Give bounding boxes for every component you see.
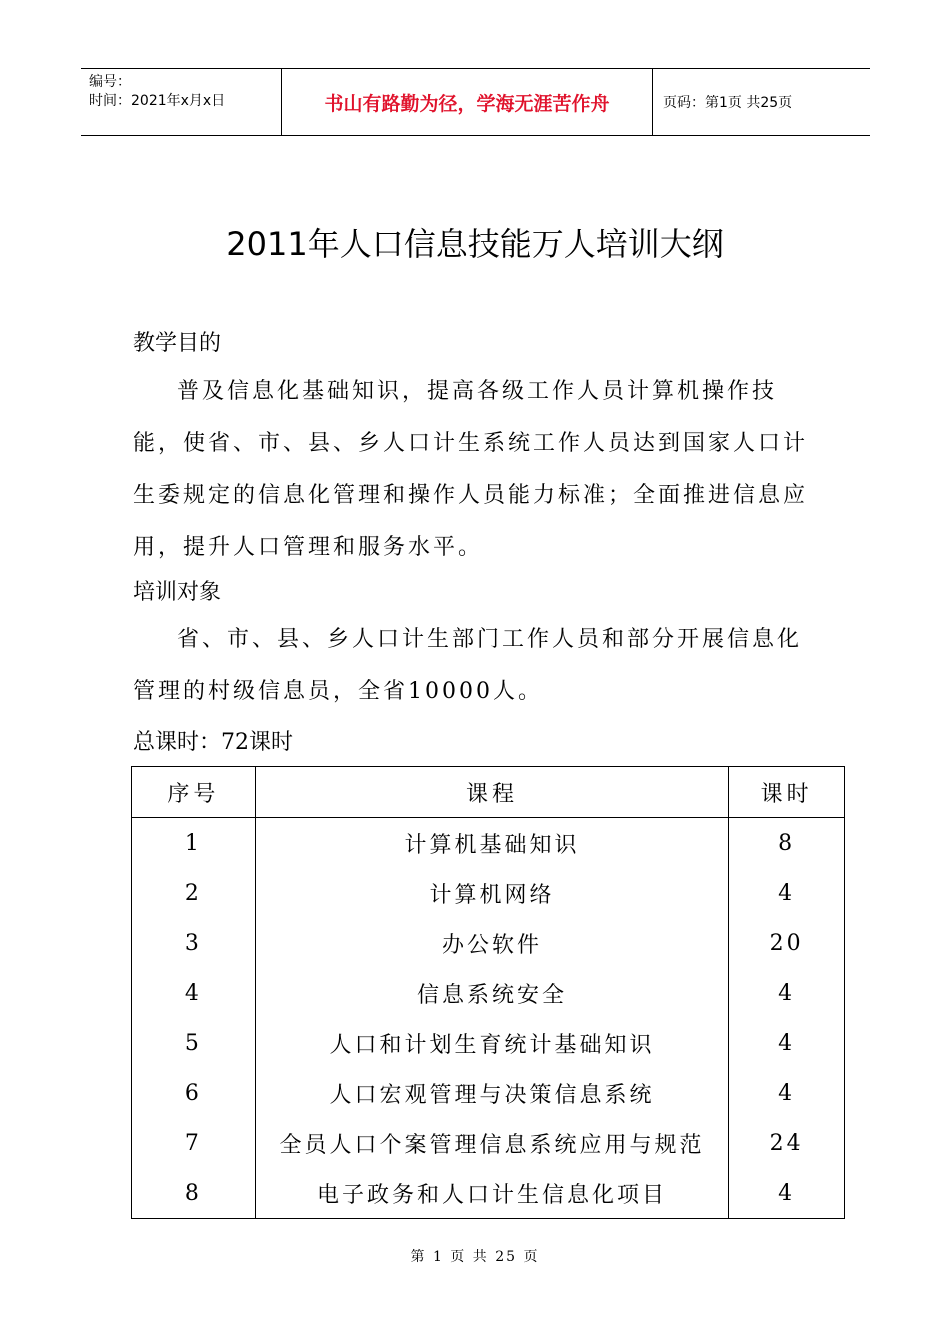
- row-hours: 8: [778, 830, 796, 856]
- total-hours-value: 72课时: [221, 730, 294, 755]
- column-header-index: 序号: [132, 767, 256, 818]
- row-index: 4: [132, 968, 256, 1018]
- document-title: 2011年人口信息技能万人培训大纲: [226, 225, 724, 263]
- document-number: 编号：: [89, 74, 131, 90]
- page-header: [81, 68, 870, 136]
- row-hours: 4: [778, 1030, 796, 1056]
- course-table: [131, 766, 845, 1219]
- table-row: [132, 868, 845, 918]
- column-header-hours: 课时: [729, 767, 845, 818]
- row-course: 人口和计划生育统计基础知识: [255, 1018, 729, 1068]
- document-date: 时间：2021年x月x日: [89, 93, 226, 109]
- row-index: 2: [132, 868, 256, 918]
- row-index: 3: [132, 918, 256, 968]
- row-hours: 4: [778, 980, 796, 1006]
- row-course: 全员人口个案管理信息系统应用与规范: [255, 1118, 729, 1168]
- table-row: [132, 1018, 845, 1068]
- row-course: 计算机基础知识: [255, 818, 729, 869]
- table-header-row: [132, 767, 845, 818]
- row-index: 5: [132, 1018, 256, 1068]
- section-body-objective: 普及信息化基础知识，提高各级工作人员计算机操作技能，使省、市、县、乡人口计生系统工作人员达到国家人口计生委规定的信息化管理和操作人员能力标准；全面推进信息应用，提升人口管理和服务水平。: [133, 379, 809, 560]
- page-footer: 第 1 页 共 25 页: [410, 1249, 540, 1265]
- section-heading-audience: 培训对象: [133, 580, 222, 605]
- row-hours: 20: [769, 930, 804, 956]
- row-course: 信息系统安全: [255, 968, 729, 1018]
- table-row: [132, 818, 845, 869]
- row-index: 7: [132, 1118, 256, 1168]
- total-hours-label: 总课时：: [133, 730, 222, 755]
- table-row: [132, 918, 845, 968]
- table-row: [132, 1168, 845, 1219]
- row-course: 电子政务和人口计生信息化项目: [255, 1168, 729, 1219]
- row-hours: 24: [769, 1130, 804, 1156]
- row-course: 计算机网络: [255, 868, 729, 918]
- row-hours: 4: [778, 880, 796, 906]
- section-heading-objective: 教学目的: [133, 331, 222, 356]
- row-hours: 4: [778, 1080, 796, 1106]
- table-row: [132, 1118, 845, 1168]
- header-page-info: 页码：第1页 共25页: [663, 95, 793, 111]
- column-header-course: 课程: [255, 767, 729, 818]
- header-motto: 书山有路勤为径，学海无涯苦作舟: [281, 69, 653, 135]
- table-row: [132, 968, 845, 1018]
- row-index: 6: [132, 1068, 256, 1118]
- section-body-audience: 省、市、县、乡人口计生部门工作人员和部分开展信息化管理的村级信息员，全省10000人。: [133, 627, 803, 704]
- row-course: 人口宏观管理与决策信息系统: [255, 1068, 729, 1118]
- table-row: [132, 1068, 845, 1118]
- header-meta: [81, 69, 281, 135]
- row-index: 8: [132, 1168, 256, 1219]
- total-hours: [133, 728, 293, 758]
- row-hours: 4: [778, 1180, 796, 1206]
- row-course: 办公软件: [255, 918, 729, 968]
- row-index: 1: [132, 818, 256, 869]
